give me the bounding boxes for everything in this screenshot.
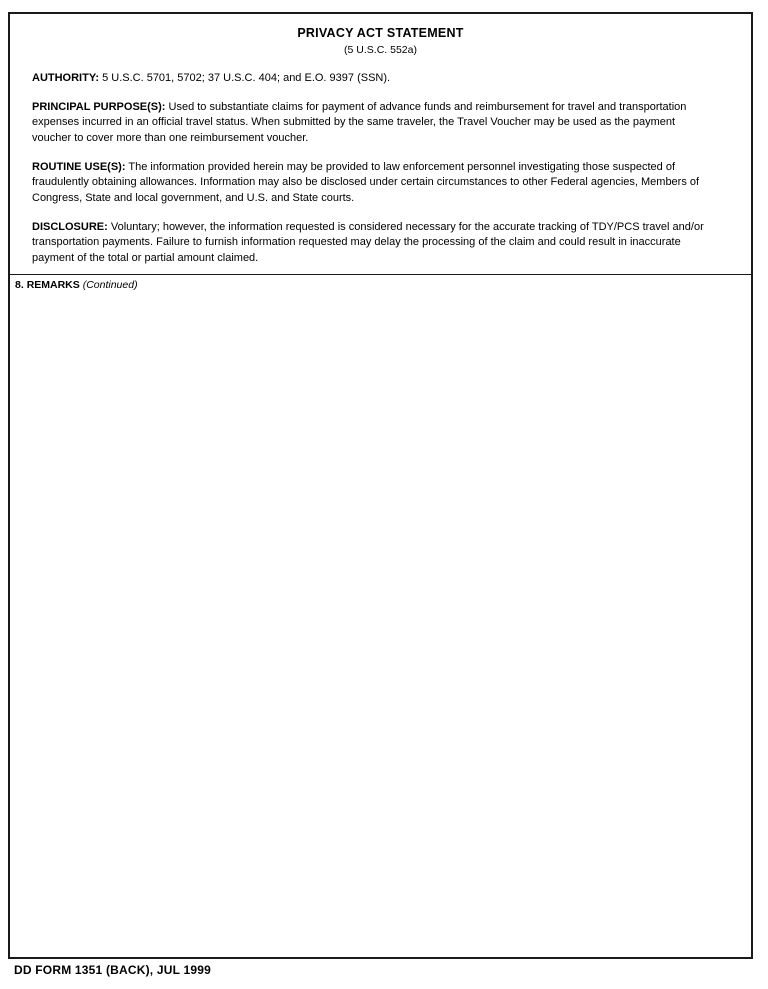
privacy-act-statement-section: [10, 14, 751, 275]
authority-text: 5 U.S.C. 5701, 5702; 37 U.S.C. 404; and E.O. 9397 (SSN).: [102, 72, 391, 85]
form-identifier-footer: DD FORM 1351 (BACK), JUL 1999: [14, 963, 211, 977]
remarks-section: [10, 275, 751, 975]
disclosure-label: DISCLOSURE:: [32, 220, 108, 233]
principal-purpose-label: PRINCIPAL PURPOSE(S):: [32, 100, 166, 113]
privacy-act-subtitle: (5 U.S.C. 552a): [344, 43, 417, 56]
disclosure-paragraph: [22, 220, 739, 267]
remarks-header: [10, 278, 751, 293]
authority-paragraph: [22, 71, 739, 87]
form-outer-box: [8, 12, 753, 959]
principal-purpose-paragraph: [22, 100, 739, 147]
routine-use-paragraph: [22, 160, 739, 207]
principal-purpose-text: Used to substantiate claims for payment of advance funds and reimbursement for travel and transportation expenses incurred in an official travel status. When submitted by the same traveler, the Travel Voucher may be used as the payment voucher to cover more than one reimbursement voucher.: [32, 100, 687, 145]
authority-label: AUTHORITY:: [32, 72, 100, 85]
remarks-label: REMARKS: [26, 279, 80, 292]
remarks-item-number: 8.: [15, 279, 24, 292]
routine-use-text: The information provided herein may be provided to law enforcement personnel investigating those suspected of fraudulently obtaining allowances. Information may also be disclosed under certain circumstances to other Federal agencies, Members of Congress, State and local government, and U.S. and State courts.: [32, 160, 700, 204]
remarks-input-area[interactable]: [10, 293, 751, 953]
remarks-continued-label: (Continued): [82, 279, 138, 292]
routine-use-label: ROUTINE USE(S):: [32, 160, 126, 173]
privacy-act-title: PRIVACY ACT STATEMENT: [297, 26, 464, 40]
disclosure-text: Voluntary; however, the information requested is considered necessary for the accurate tracking of TDY/PCS travel and/or transportation payments. Failure to furnish information requested may delay the processing of the claim and could result in inaccurate payment of the total or partial amount claimed.: [32, 220, 704, 264]
